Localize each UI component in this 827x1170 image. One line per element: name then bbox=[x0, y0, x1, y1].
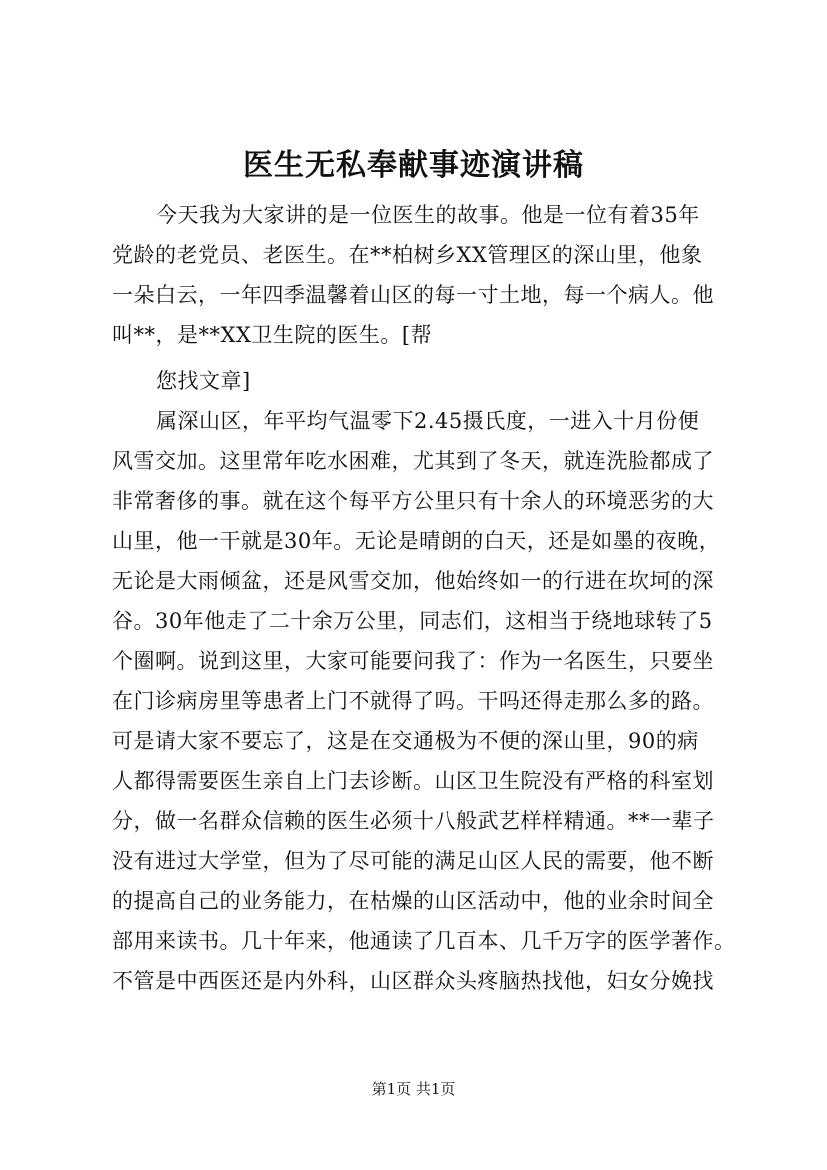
text-line: 一朵白云，一年四季温馨着山区的每一寸土地，每一个病人。他 bbox=[112, 283, 714, 307]
text-line: 没有进过大学堂，但为了尽可能的满足山区人民的需要，他不断 bbox=[112, 849, 714, 873]
text-line: 谷。30年他走了二十余万公里，同志们，这相当于绕地球转了5 bbox=[112, 609, 713, 633]
text-line: 人都得需要医生亲自上门去诊断。山区卫生院没有严格的科室划 bbox=[112, 769, 714, 793]
text-line: 党龄的老党员、老医生。在**柏树乡XX管理区的深山里，他象 bbox=[112, 243, 703, 267]
text-line: 山里，他一干就是30年。无论是晴朗的白天，还是如墨的夜晚， bbox=[112, 529, 721, 553]
text-line: 分，做一名群众信赖的医生必须十八般武艺样样精通。**一辈子 bbox=[112, 809, 715, 833]
text-line: 不管是中西医还是内外科，山区群众头疼脑热找他，妇女分娩找 bbox=[112, 969, 714, 993]
text-line: 您找文章] bbox=[156, 369, 251, 393]
text-line: 非常奢侈的事。就在这个每平方公里只有十余人的环境恶劣的大 bbox=[112, 489, 714, 513]
text-line: 无论是大雨倾盆，还是风雪交加，他始终如一的行进在坎坷的深 bbox=[112, 569, 714, 593]
text-line: 属深山区，年平均气温零下2.45摄氏度，一进入十月份便 bbox=[156, 409, 700, 433]
text-line: 风雪交加。这里常年吃水困难，尤其到了冬天，就连洗脸都成了 bbox=[112, 449, 714, 473]
text-line: 叫**，是**XX卫生院的医生。[帮 bbox=[112, 323, 433, 347]
text-line: 今天我为大家讲的是一位医生的故事。他是一位有着35年 bbox=[156, 203, 700, 227]
text-line: 在门诊病房里等患者上门不就得了吗。干吗还得走那么多的路。 bbox=[112, 689, 714, 713]
text-line: 的提高自己的业务能力，在枯燥的山区活动中，他的业余时间全 bbox=[112, 889, 714, 913]
text-line: 个圈啊。说到这里，大家可能要问我了：作为一名医生，只要坐 bbox=[112, 649, 714, 673]
text-line: 部用来读书。几十年来，他通读了几百本、几千万字的医学著作。 bbox=[112, 929, 736, 953]
page-footer: 第1页 共1页 bbox=[371, 1080, 456, 1098]
text-line: 可是请大家不要忘了，这是在交通极为不便的深山里，90的病 bbox=[112, 729, 699, 753]
document-title: 医生无私奉献事迹演讲稿 bbox=[243, 148, 584, 183]
